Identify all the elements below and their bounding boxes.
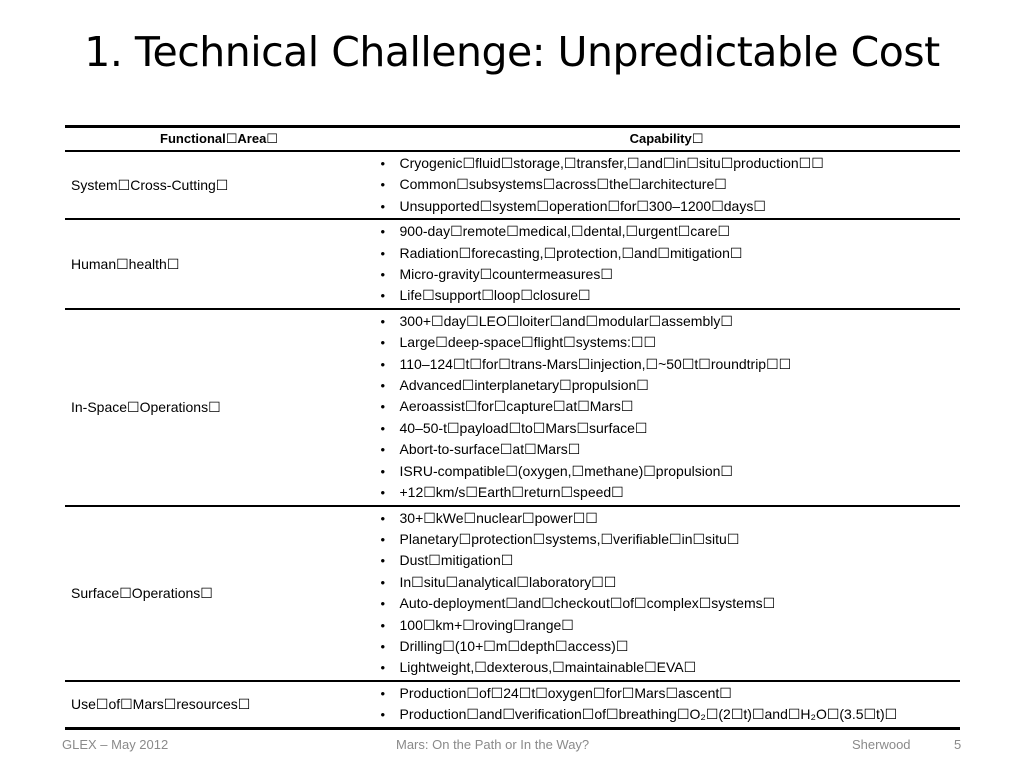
capability-item xyxy=(378,354,961,375)
capability-item xyxy=(378,264,961,285)
functional-area-cell: Human☐health☐ xyxy=(65,219,373,309)
bullet-icon: • xyxy=(380,485,386,501)
capability-text: Planetary☐protection☐systems,☐verifiable☐in☐situ☐ xyxy=(399,530,740,547)
bullet-icon: • xyxy=(380,177,386,193)
bullet-icon: • xyxy=(380,442,386,458)
bullet-icon: • xyxy=(380,596,386,612)
capability-item xyxy=(378,636,961,657)
capability-text: 30+☐kWe☐nuclear☐power☐☐ xyxy=(399,509,598,526)
bullet-icon: • xyxy=(380,399,386,415)
capability-item xyxy=(378,482,961,503)
capability-text: Lightweight,☐dexterous,☐maintainable☐EVA☐ xyxy=(399,659,697,676)
capability-text: Drilling☐(10+☐m☐depth☐access)☐ xyxy=(399,637,629,654)
table-row xyxy=(65,506,960,681)
capability-text: Large☐deep-space☐flight☐systems:☐☐ xyxy=(399,334,657,351)
capability-item xyxy=(378,375,961,396)
table-header xyxy=(65,127,960,152)
capability-list xyxy=(374,507,961,680)
functional-area-cell: System☐Cross-Cutting☐ xyxy=(65,151,373,219)
capability-text: Dust☐mitigation☐ xyxy=(399,552,514,569)
bullet-icon: • xyxy=(380,245,386,261)
capability-text: Auto-deployment☐and☐checkout☐of☐complex☐systems☐ xyxy=(399,595,776,612)
functional-area-cell: In-Space☐Operations☐ xyxy=(65,309,373,506)
capability-list xyxy=(374,220,961,308)
capability-list xyxy=(374,152,961,218)
capability-item xyxy=(378,615,961,636)
footer-event: GLEX – May 2012 xyxy=(62,737,169,752)
capability-item xyxy=(378,683,961,704)
capability-text: Unsupported☐system☐operation☐for☐300–1200☐days☐ xyxy=(399,197,766,214)
capability-item xyxy=(378,174,961,195)
capability-text: +12☐km/s☐Earth☐return☐speed☐ xyxy=(399,484,624,501)
capability-cell xyxy=(373,506,960,681)
functional-area-cell: Surface☐Operations☐ xyxy=(65,506,373,681)
bullet-icon: • xyxy=(380,510,386,526)
table-row xyxy=(65,309,960,506)
capability-text: 40–50-t☐payload☐to☐Mars☐surface☐ xyxy=(399,419,648,436)
capability-item xyxy=(378,243,961,264)
capability-cell xyxy=(373,309,960,506)
capability-item xyxy=(378,508,961,529)
capability-text: 300+☐day☐LEO☐loiter☐and☐modular☐assembly☐ xyxy=(399,312,733,329)
bullet-icon: • xyxy=(380,267,386,283)
capability-list xyxy=(374,682,961,727)
bullet-icon: • xyxy=(380,553,386,569)
capability-item xyxy=(378,439,961,460)
capability-item xyxy=(378,529,961,550)
capability-item xyxy=(378,396,961,417)
capability-item xyxy=(378,311,961,332)
capability-text: Radiation☐forecasting,☐protection,☐and☐mitigation☐ xyxy=(399,244,743,261)
bullet-icon: • xyxy=(380,313,386,329)
capability-text: 900-day☐remote☐medical,☐dental,☐urgent☐care☐ xyxy=(399,223,731,240)
bullet-icon: • xyxy=(380,574,386,590)
capability-text: Cryogenic☐fluid☐storage,☐transfer,☐and☐in☐situ☐production☐☐ xyxy=(399,155,824,171)
bullet-icon: • xyxy=(380,685,386,701)
bullet-icon: • xyxy=(380,531,386,547)
footer-presentation-title: Mars: On the Path or In the Way? xyxy=(396,737,590,752)
footer-page-number: 5 xyxy=(954,737,962,752)
capability-item xyxy=(378,657,961,678)
header-functional-area: Functional☐Area☐ xyxy=(160,131,278,146)
capability-cell xyxy=(373,219,960,309)
bullet-icon: • xyxy=(380,617,386,633)
capability-item xyxy=(378,332,961,353)
capability-item xyxy=(378,704,961,725)
table-row xyxy=(65,151,960,219)
capability-item xyxy=(378,550,961,571)
capability-item xyxy=(378,153,961,174)
header-capability: Capability☐ xyxy=(629,131,704,146)
bullet-icon: • xyxy=(380,660,386,676)
capability-item xyxy=(378,461,961,482)
capability-table-container xyxy=(65,125,960,730)
capability-text: Production☐of☐24☐t☐oxygen☐for☐Mars☐ascent☐ xyxy=(399,684,732,701)
bullet-icon: • xyxy=(380,638,386,654)
capability-text: 100☐km+☐roving☐range☐ xyxy=(399,616,574,633)
capability-cell xyxy=(373,681,960,728)
capability-list xyxy=(374,310,961,505)
functional-area-cell: Use☐of☐Mars☐resources☐ xyxy=(65,681,373,728)
bullet-icon: • xyxy=(380,198,386,214)
table-row xyxy=(65,681,960,728)
capability-text: Production☐and☐verification☐of☐breathing☐O₂☐(2☐t)☐and☐H₂O☐(3.5☐t)☐ xyxy=(399,706,898,723)
capability-text: Common☐subsystems☐across☐the☐architecture☐ xyxy=(399,176,727,193)
capability-item xyxy=(378,285,961,306)
footer-author: Sherwood xyxy=(852,737,911,752)
bullet-icon: • xyxy=(380,463,386,479)
bullet-icon: • xyxy=(380,420,386,436)
bullet-icon: • xyxy=(380,288,386,304)
capability-text: In☐situ☐analytical☐laboratory☐☐ xyxy=(399,573,617,590)
bullet-icon: • xyxy=(380,356,386,372)
slide-title: 1. Technical Challenge: Unpredictable Cost xyxy=(84,28,940,76)
capability-item xyxy=(378,572,961,593)
bullet-icon: • xyxy=(380,707,386,723)
table-header-row xyxy=(65,127,960,152)
bullet-icon: • xyxy=(380,156,386,171)
capability-text: Micro-gravity☐countermeasures☐ xyxy=(399,266,613,283)
capability-text: Abort-to-surface☐at☐Mars☐ xyxy=(399,441,581,458)
table-row xyxy=(65,219,960,309)
bullet-icon: • xyxy=(380,335,386,351)
capability-text: Aeroassist☐for☐capture☐at☐Mars☐ xyxy=(399,398,634,415)
capability-cell xyxy=(373,151,960,219)
capability-item xyxy=(378,418,961,439)
capability-text: Life☐support☐loop☐closure☐ xyxy=(399,287,591,304)
table-body xyxy=(65,151,960,728)
capability-item xyxy=(378,196,961,217)
bullet-icon: • xyxy=(380,224,386,240)
capability-text: Advanced☐interplanetary☐propulsion☐ xyxy=(399,377,649,394)
capability-item xyxy=(378,221,961,242)
capability-table xyxy=(65,125,960,730)
capability-text: 110–124☐t☐for☐trans-Mars☐injection,☐~50☐t☐roundtrip☐☐ xyxy=(399,355,792,372)
bullet-icon: • xyxy=(380,378,386,394)
capability-item xyxy=(378,593,961,614)
capability-text: ISRU-compatible☐(oxygen,☐methane)☐propulsion☐ xyxy=(399,462,733,479)
